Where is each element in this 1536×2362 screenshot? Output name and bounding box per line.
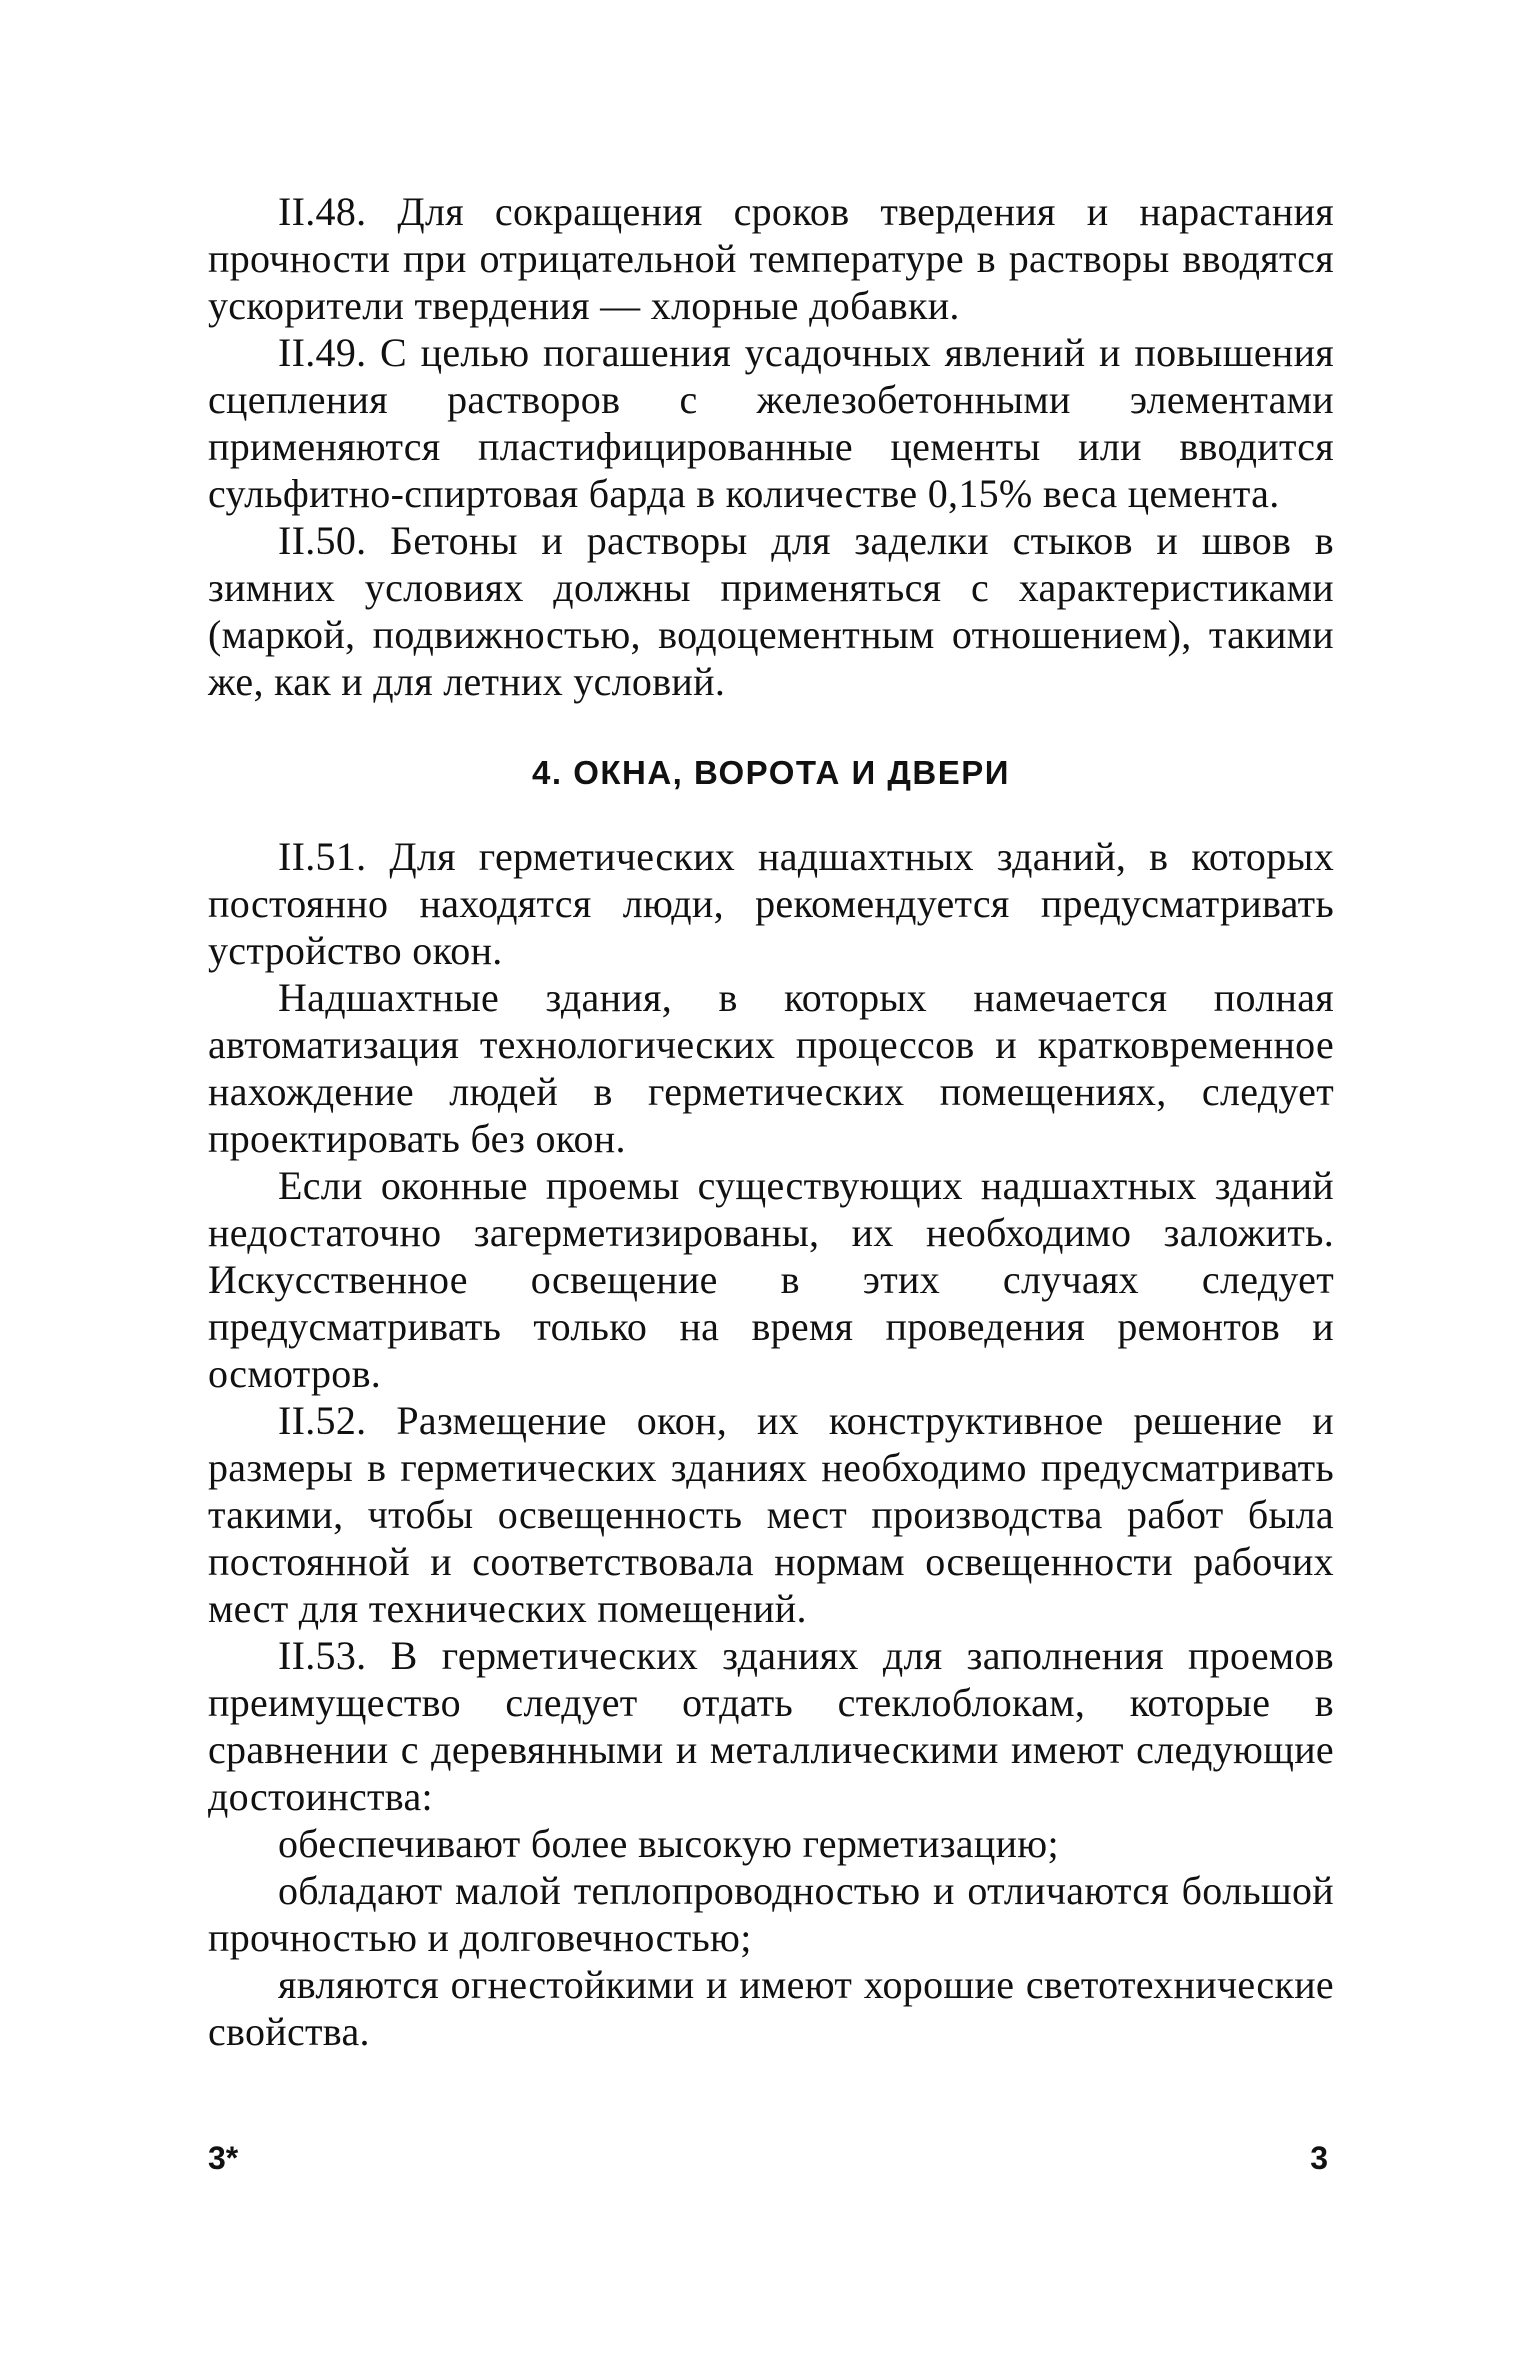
- paragraph-II-49: II.49. С целью погашения усадочных явлений и повышения сцепления растворов с железобетонными элементами применяются пластифицированные цементы или вводится сульфитно-спиртовая барда в количестве 0,15% веса цемента.: [208, 330, 1334, 516]
- paragraph-II-52: II.52. Размещение окон, их конструктивное решение и размеры в герметических зданиях необходимо предусматривать такими, чтобы освещенность мест производства работ была постоянной и соответствовала нормам освещенности рабочих мест для технических помещений.: [208, 1398, 1334, 1631]
- paragraph-II-50: II.50. Бетоны и растворы для заделки стыков и швов в зимних условиях должны применяться с характеристиками (маркой, подвижностью, водоцементным отношением), такими же, как и для летних условий.: [208, 518, 1334, 704]
- section-heading: 4. ОКНА, ВОРОТА И ДВЕРИ: [532, 754, 1010, 791]
- list-item-sealing: обеспечивают более высокую герметизацию;: [278, 1821, 1059, 1866]
- paragraph-II-53: II.53. В герметических зданиях для заполнения проемов преимущество следует отдать стеклоблокам, которые в сравнении с деревянными и металлическими имеют следующие достоинства:: [208, 1633, 1334, 1819]
- paragraph-windowless-buildings: Надшахтные здания, в которых намечается полная автоматизация технологических процессов и кратковременное нахождение людей в герметических помещениях, следует проектировать без окон.: [208, 975, 1334, 1161]
- paragraph-II-51: II.51. Для герметических надшахтных зданий, в которых постоянно находятся люди, рекомендуется предусматривать устройство окон.: [208, 834, 1334, 973]
- page-number: 3: [1310, 2140, 1328, 2176]
- page-footer: [208, 2140, 1334, 2190]
- signature-mark: 3*: [208, 2140, 239, 2176]
- list-item-thermal: обладают малой теплопроводностью и отличаются большой прочностью и долговечностью;: [208, 1868, 1334, 1960]
- paragraph-existing-openings: Если оконные проемы существующих надшахтных зданий недостаточно загерметизированы, их необходимо заложить. Искусственное освещение в этих случаях следует предусматривать только на время проведения ремонтов и осмотров.: [208, 1163, 1334, 1396]
- paragraph-II-48: II.48. Для сокращения сроков твердения и нарастания прочности при отрицательной температуре в растворы вводятся ускорители твердения — хлорные добавки.: [208, 189, 1334, 328]
- text-block: [208, 188, 1334, 2055]
- list-item-fireproof: являются огнестойкими и имеют хорошие светотехнические свойства.: [208, 1962, 1334, 2054]
